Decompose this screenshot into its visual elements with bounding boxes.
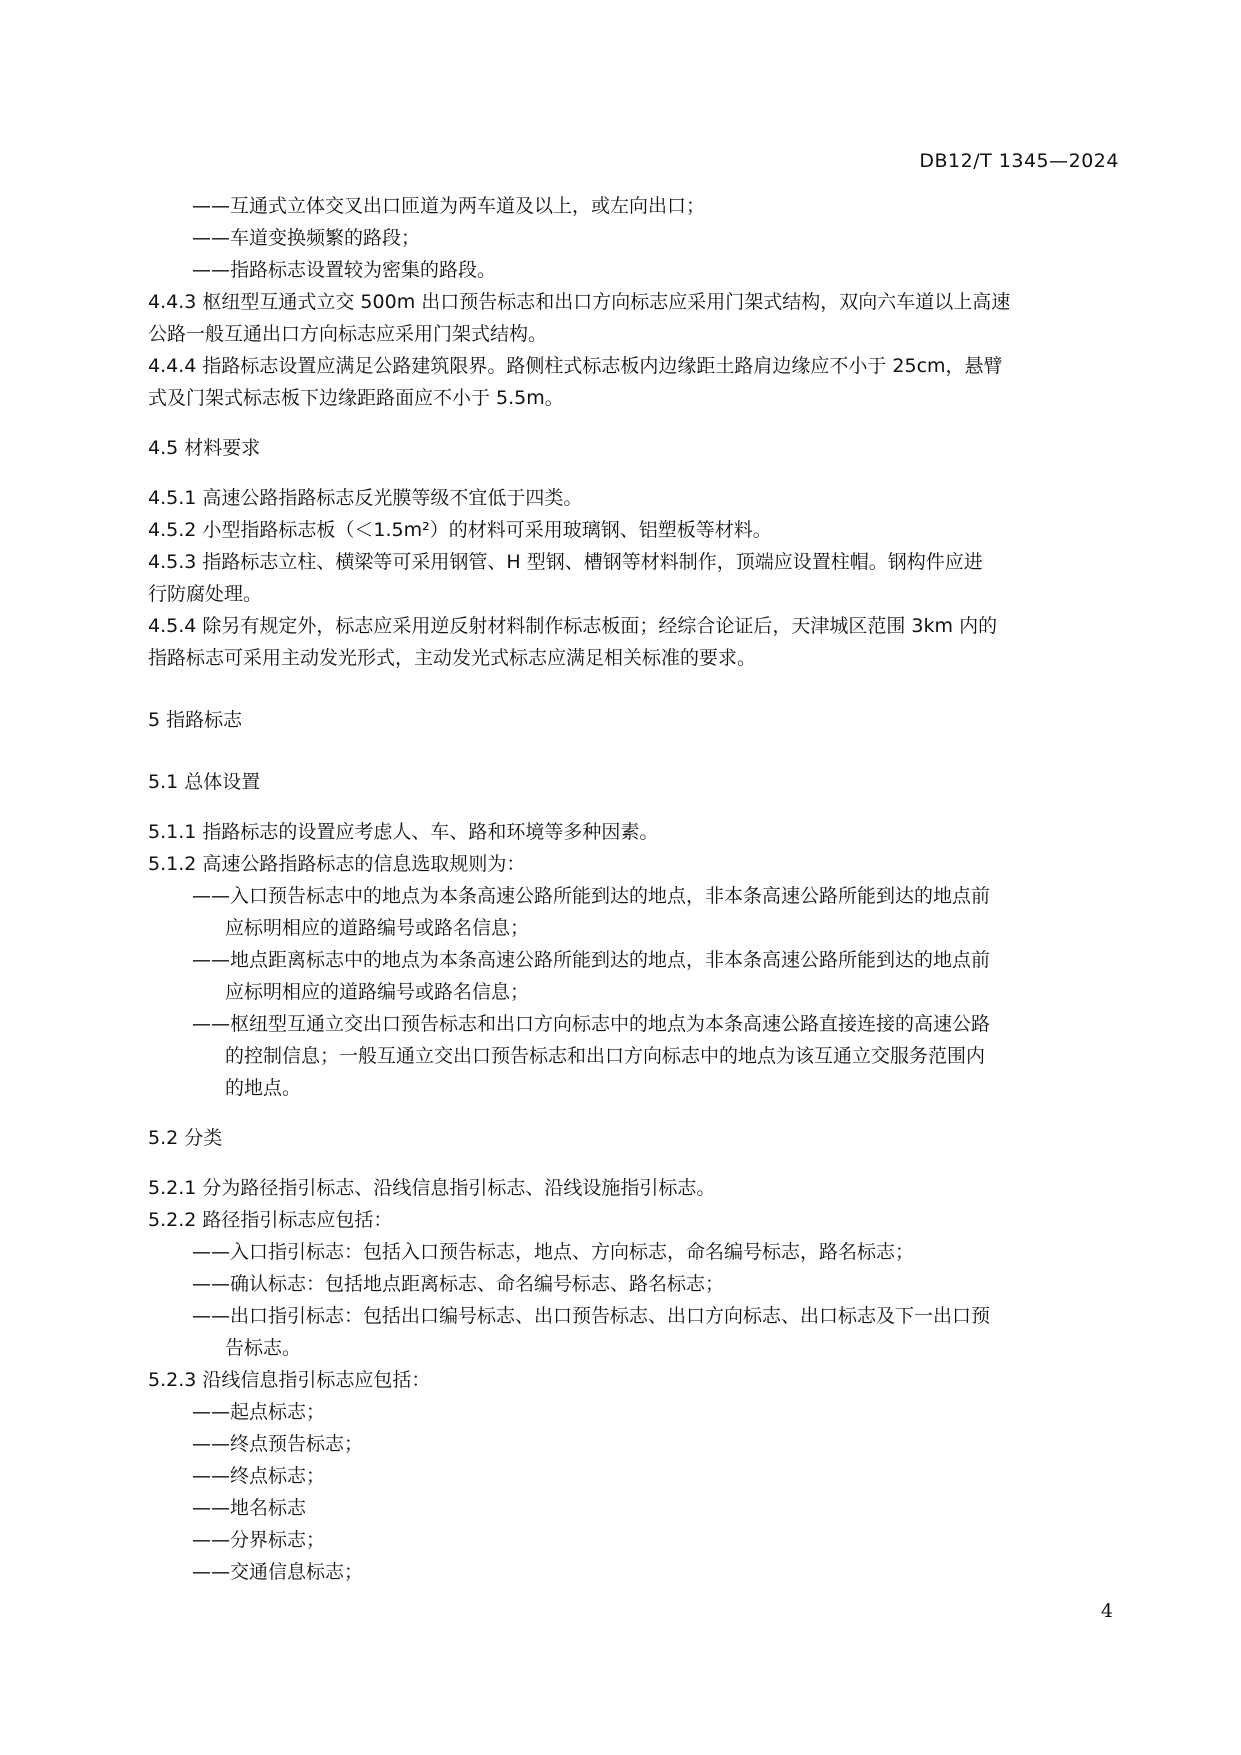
list-item: ——地点距离标志中的地点为本条高速公路所能到达的地点，非本条高速公路所能到达的地点前	[192, 949, 991, 971]
list-item: ——确认标志：包括地点距离标志、命名编号标志、路名标志；	[192, 1273, 725, 1295]
list-item: ——分界标志；	[192, 1529, 326, 1551]
heading-5-2: 5.2 分类	[148, 1127, 223, 1149]
document-code: DB12/T 1345—2024	[919, 150, 1119, 172]
list-item: ——互通式立体交叉出口匝道为两车道及以上，或左向出口；	[192, 195, 706, 217]
page-number: 4	[1100, 1600, 1113, 1622]
list-item: ——车道变换频繁的路段；	[192, 227, 421, 249]
list-item-cont: 应标明相应的道路编号或路名信息；	[225, 917, 530, 939]
clause-4-5-3-cont: 行防腐处理。	[148, 583, 263, 605]
list-item: ——入口指引标志：包括入口预告标志，地点、方向标志，命名编号标志，路名标志；	[192, 1241, 915, 1263]
clause-4-5-2: 4.5.2 小型指路标志板（＜1.5m²）的材料可采用玻璃钢、铝塑板等材料。	[148, 519, 772, 541]
clause-4-5-3: 4.5.3 指路标志立柱、横梁等可采用钢管、H 型钢、槽钢等材料制作，顶端应设置柱帽。钢构件应进	[148, 551, 983, 573]
clause-4-5-4: 4.5.4 除另有规定外，标志应采用逆反射材料制作标志板面；经综合论证后，天津城区范围 3km 内的	[148, 615, 998, 637]
document-body	[148, 190, 1118, 1588]
list-item: ——起点标志；	[192, 1401, 326, 1423]
clause-4-5-1: 4.5.1 高速公路指路标志反光膜等级不宜低于四类。	[148, 487, 583, 509]
clause-4-4-4: 4.4.4 指路标志设置应满足公路建筑限界。路侧柱式标志板内边缘距土路肩边缘应不小于 25cm，悬臂	[148, 355, 1003, 377]
list-item: ——终点标志；	[192, 1465, 326, 1487]
clause-4-4-3: 4.4.3 枢纽型互通式立交 500m 出口预告标志和出口方向标志应采用门架式结构，双向六车道以上高速	[148, 291, 1011, 313]
clause-5-1-2: 5.1.2 高速公路指路标志的信息选取规则为：	[148, 853, 526, 875]
clause-5-1-1: 5.1.1 指路标志的设置应考虑人、车、路和环境等多种因素。	[148, 821, 659, 843]
clause-4-4-4-cont: 式及门架式标志板下边缘距路面应不小于 5.5m。	[148, 387, 564, 409]
clause-5-2-1: 5.2.1 分为路径指引标志、沿线信息指引标志、沿线设施指引标志。	[148, 1177, 716, 1199]
list-item: ——地名标志	[192, 1497, 307, 1519]
list-item-cont: 的地点。	[225, 1077, 302, 1099]
list-item: ——终点预告标志；	[192, 1433, 364, 1455]
list-item: ——枢纽型互通立交出口预告标志和出口方向标志中的地点为本条高速公路直接连接的高速公路	[192, 1013, 991, 1035]
list-item-cont: 告标志。	[225, 1337, 302, 1359]
heading-4-5: 4.5 材料要求	[148, 437, 261, 459]
list-item-cont: 的控制信息；一般互通立交出口预告标志和出口方向标志中的地点为该互通立交服务范围内	[225, 1045, 986, 1067]
list-item: ——交通信息标志；	[192, 1561, 364, 1583]
list-item: ——指路标志设置较为密集的路段。	[192, 259, 497, 281]
list-item: ——入口预告标志中的地点为本条高速公路所能到达的地点，非本条高速公路所能到达的地点前	[192, 885, 991, 907]
clause-4-5-4-cont: 指路标志可采用主动发光形式，主动发光式标志应满足相关标准的要求。	[148, 647, 757, 669]
list-item: ——出口指引标志：包括出口编号标志、出口预告标志、出口方向标志、出口标志及下一出口预	[192, 1305, 991, 1327]
list-item-cont: 应标明相应的道路编号或路名信息；	[225, 981, 530, 1003]
heading-5: 5 指路标志	[148, 709, 243, 731]
clause-5-2-3: 5.2.3 沿线信息指引标志应包括：	[148, 1369, 431, 1391]
clause-5-2-2: 5.2.2 路径指引标志应包括：	[148, 1209, 393, 1231]
clause-4-4-3-cont: 公路一般互通出口方向标志应采用门架式结构。	[148, 323, 548, 345]
heading-5-1: 5.1 总体设置	[148, 771, 261, 793]
